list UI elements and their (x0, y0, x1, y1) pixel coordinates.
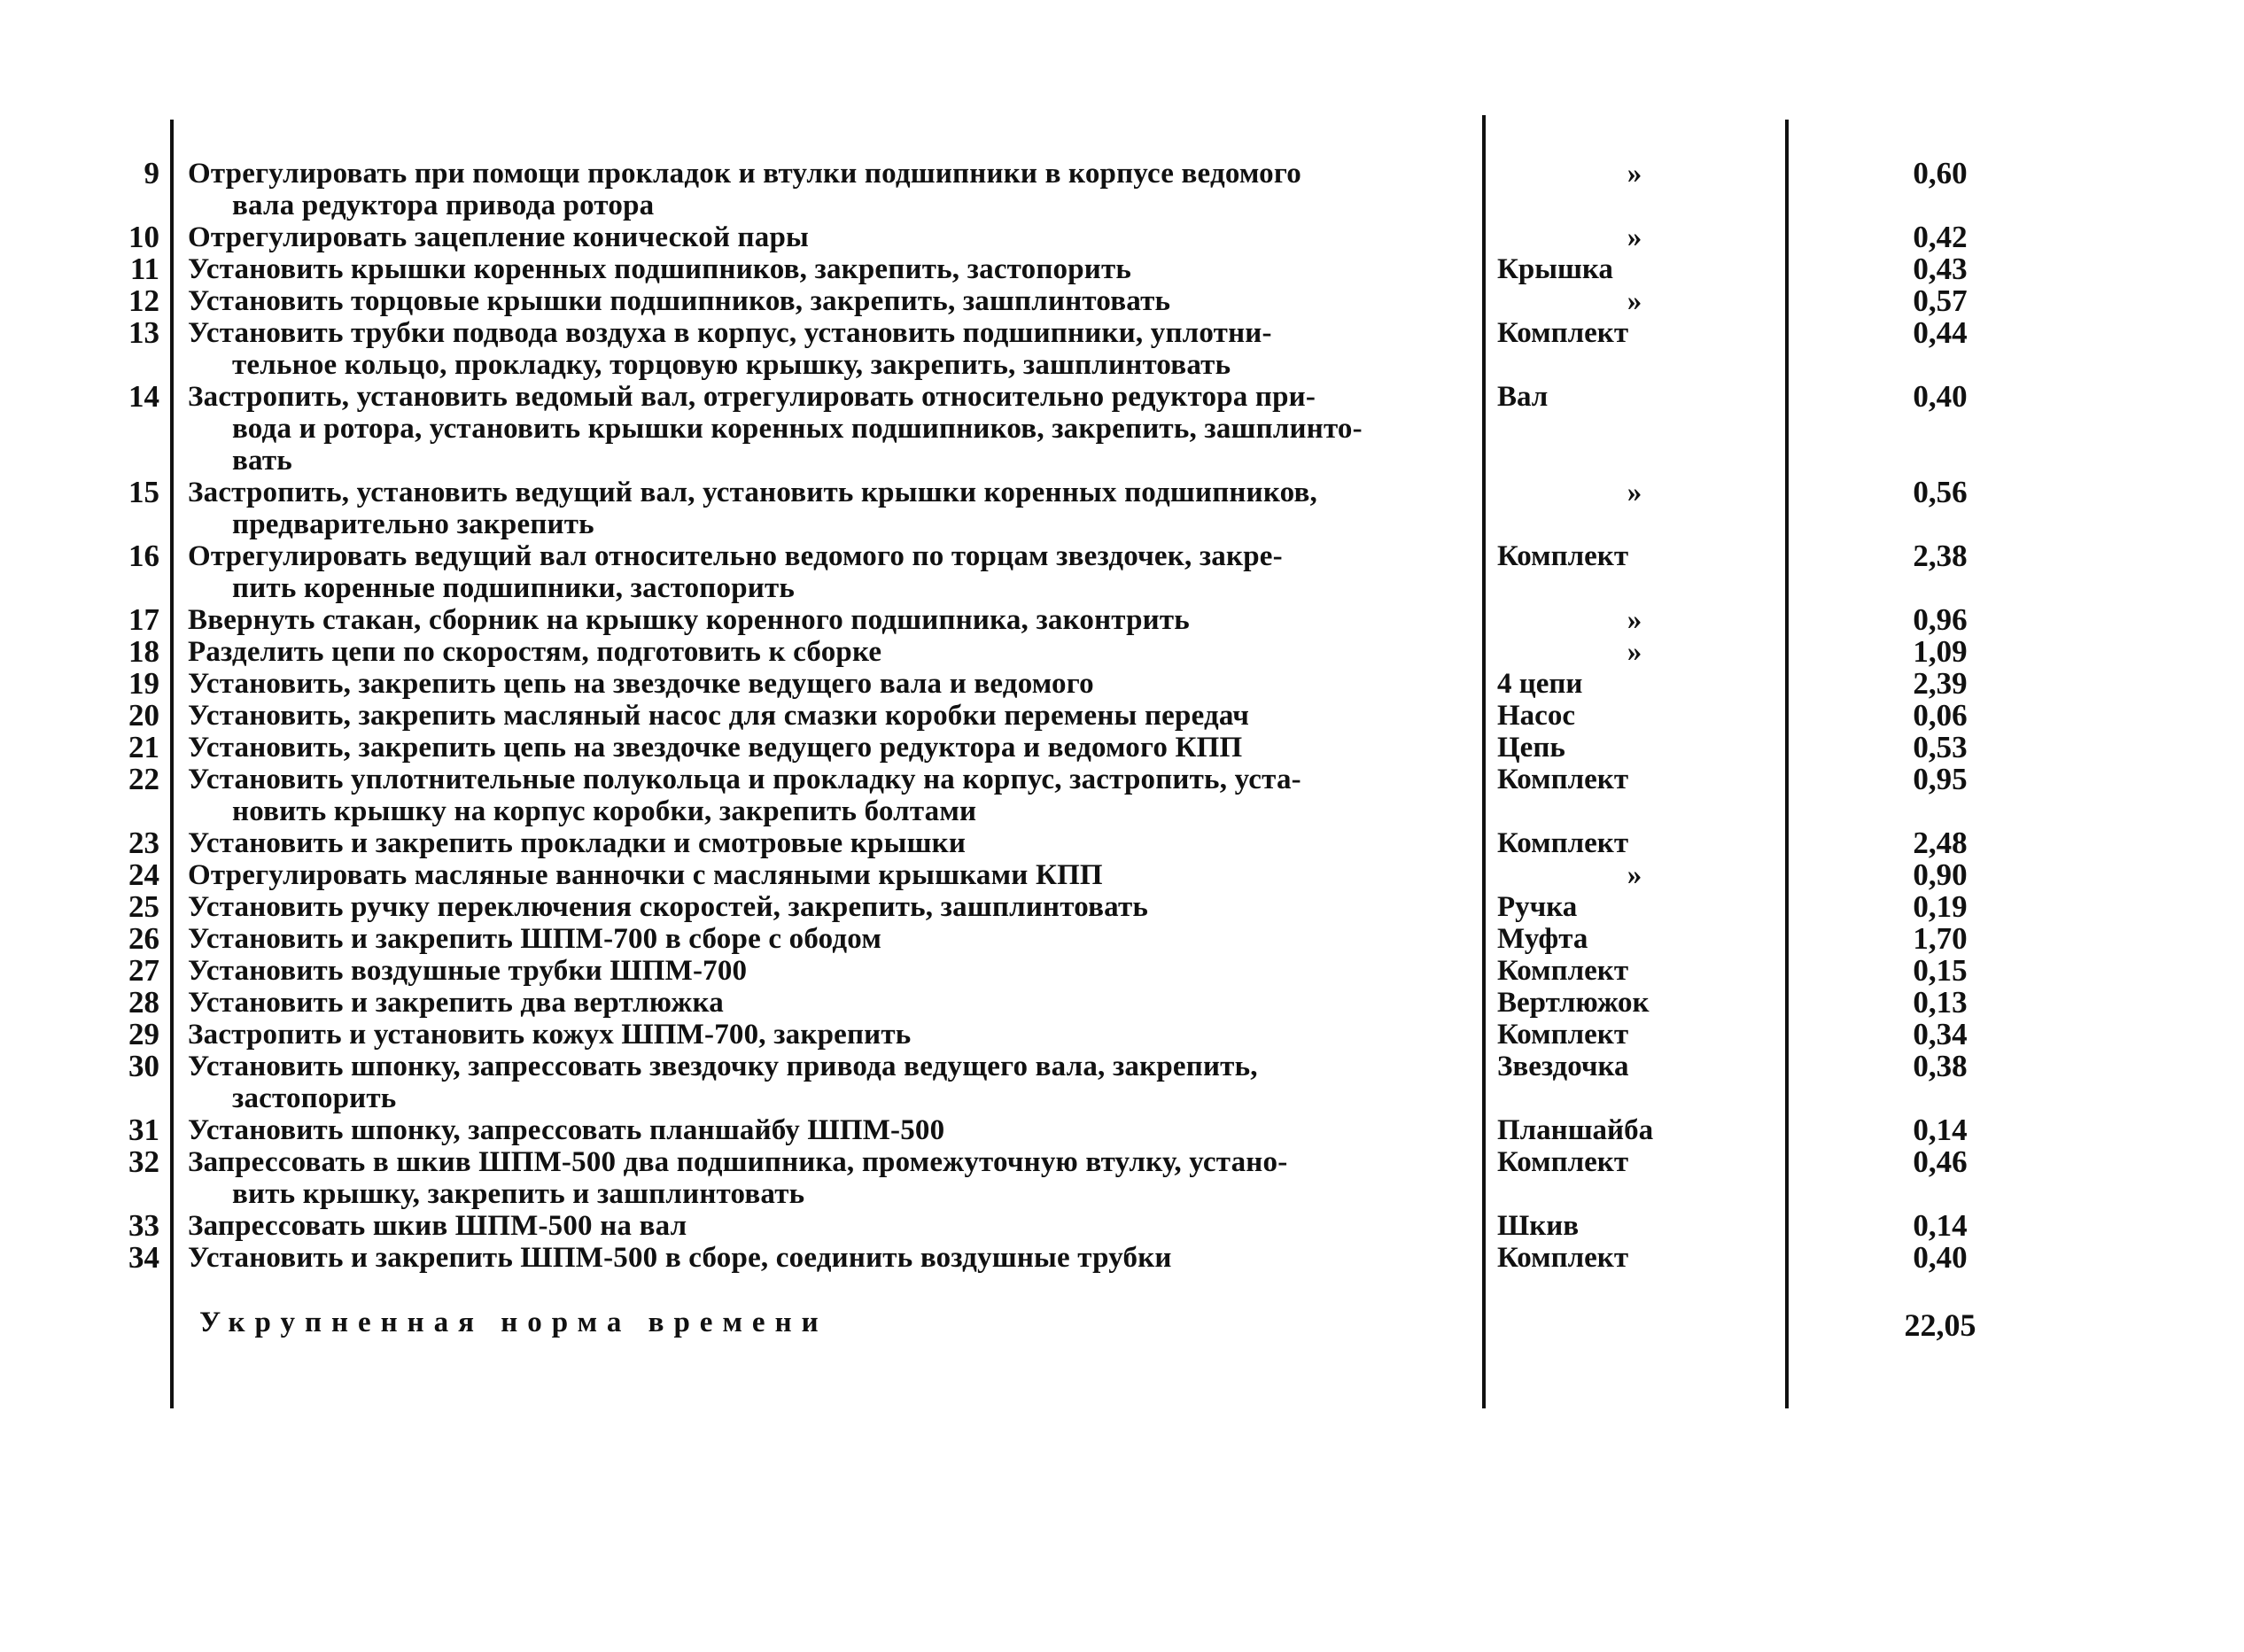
time-norm-value: 2,38 (1913, 539, 1968, 573)
operation-description (188, 540, 1472, 604)
unit-of-measure: Комплект (1497, 827, 1629, 859)
operation-description (188, 859, 1472, 891)
time-norm-value: 0,40 (1913, 379, 1968, 414)
operation-line: Установить ручку переключения скоростей, закрепить, зашплинтовать (188, 891, 1149, 923)
row-number: 13 (128, 315, 159, 350)
time-norm-value: 0,56 (1913, 475, 1968, 509)
time-norm-value: 0,46 (1913, 1144, 1968, 1179)
operation-description (188, 955, 1472, 987)
operation-line: Отрегулировать при помощи прокладок и втулки подшипники в корпусе ведомого (188, 158, 1301, 190)
operation-line: тельное кольцо, прокладку, торцовую крышку, закрепить, зашплинтовать (232, 349, 1231, 381)
operation-description (188, 1242, 1472, 1274)
time-norm-value: 0,42 (1913, 220, 1968, 254)
row-number: 33 (128, 1208, 159, 1243)
table-row (0, 891, 2244, 923)
operation-line: Запрессовать шкив ШПМ-500 на вал (188, 1210, 687, 1242)
table-row (0, 700, 2244, 732)
operation-line: Установить и закрепить ШПМ-500 в сборе, соединить воздушные трубки (188, 1242, 1172, 1274)
operation-description (188, 891, 1472, 923)
operation-description (188, 604, 1472, 636)
operation-description (188, 1019, 1472, 1051)
table-row (0, 221, 2244, 253)
operation-description (188, 1051, 1472, 1114)
time-norm-value: 0,19 (1913, 889, 1968, 924)
table-row (0, 764, 2244, 827)
operation-description (188, 285, 1472, 317)
operation-description (188, 636, 1472, 668)
table-row (0, 1019, 2244, 1051)
operation-line: Установить и закрепить два вертлюжка (188, 987, 724, 1019)
row-number: 28 (128, 985, 159, 1020)
table-row (0, 317, 2244, 381)
operation-line: Отрегулировать зацепление конической пары (188, 221, 809, 253)
operation-line: Ввернуть стакан, сборник на крышку коренного подшипника, законтрить (188, 604, 1190, 636)
operation-description (188, 732, 1472, 764)
operation-description (188, 827, 1472, 859)
operation-line: Отрегулировать ведущий вал относительно ведомого по торцам звездочек, закре- (188, 540, 1283, 572)
time-norm-value: 0,60 (1913, 156, 1968, 190)
operation-description (188, 221, 1472, 253)
row-number: 9 (144, 156, 159, 190)
row-number: 27 (128, 953, 159, 988)
operation-line: Застропить и установить кожух ШПМ-700, закрепить (188, 1019, 912, 1051)
row-number: 11 (129, 252, 159, 286)
time-norm-value: 0,44 (1913, 315, 1968, 350)
unit-of-measure: » (1627, 285, 1642, 317)
operations-table (0, 158, 2244, 1274)
unit-of-measure: Комплект (1497, 540, 1629, 572)
row-number: 19 (128, 666, 159, 701)
unit-of-measure: Насос (1497, 700, 1575, 732)
operation-line: Установить, закрепить цепь на звездочке ведущего редуктора и ведомого КПП (188, 732, 1243, 764)
table-row (0, 636, 2244, 668)
time-norm-value: 0,40 (1913, 1240, 1968, 1275)
table-row (0, 1146, 2244, 1210)
row-number: 15 (128, 475, 159, 509)
operation-description (188, 1146, 1472, 1210)
operation-line: Установить, закрепить цепь на звездочке ведущего вала и ведомого (188, 668, 1094, 700)
operation-description (188, 700, 1472, 732)
operation-description (188, 1114, 1472, 1146)
operation-line: Установить и закрепить прокладки и смотровые крышки (188, 827, 967, 859)
time-norm-value: 0,57 (1913, 283, 1968, 318)
operation-line: предварительно закрепить (232, 508, 594, 540)
table-row (0, 1242, 2244, 1274)
time-norm-value: 0,96 (1913, 602, 1968, 637)
time-norm-value: 2,39 (1913, 666, 1968, 701)
row-number: 14 (128, 379, 159, 414)
operation-line: Разделить цепи по скоростям, подготовить к сборке (188, 636, 882, 668)
time-norm-value: 0,06 (1913, 698, 1968, 733)
operation-description (188, 987, 1472, 1019)
time-norm-value: 0,13 (1913, 985, 1968, 1020)
table-row (0, 1114, 2244, 1146)
row-number: 30 (128, 1049, 159, 1083)
unit-of-measure: Комплект (1497, 764, 1629, 795)
row-number: 10 (128, 220, 159, 254)
unit-of-measure: Комплект (1497, 955, 1629, 987)
unit-of-measure: Звездочка (1497, 1051, 1629, 1082)
unit-of-measure: » (1627, 604, 1642, 636)
row-number: 20 (128, 698, 159, 733)
unit-of-measure: 4 цепи (1497, 668, 1583, 700)
time-norm-value: 0,95 (1913, 762, 1968, 796)
total-label: Укрупненная норма времени (199, 1307, 828, 1338)
table-row (0, 827, 2244, 859)
operation-description (188, 381, 1472, 477)
table-row (0, 158, 2244, 221)
time-norm-value: 0,38 (1913, 1049, 1968, 1083)
operation-line: Застропить, установить ведомый вал, отрегулировать относительно редуктора при- (188, 381, 1316, 413)
operation-description (188, 317, 1472, 381)
unit-of-measure: Комплект (1497, 1242, 1629, 1274)
unit-of-measure: Крышка (1497, 253, 1613, 285)
row-number: 32 (128, 1144, 159, 1179)
operation-description (188, 1210, 1472, 1242)
time-norm-value: 1,70 (1913, 921, 1968, 956)
operation-line: застопорить (232, 1082, 397, 1114)
operation-line: Установить трубки подвода воздуха в корпус, установить подшипники, уплотни- (188, 317, 1272, 349)
operation-line: Установить торцовые крышки подшипников, закрепить, зашплинтовать (188, 285, 1171, 317)
row-number: 21 (128, 730, 159, 764)
unit-of-measure: Планшайба (1497, 1114, 1654, 1146)
row-number: 34 (128, 1240, 159, 1275)
operation-line: Установить воздушные трубки ШПМ-700 (188, 955, 748, 987)
table-row (0, 987, 2244, 1019)
unit-of-measure: Вертлюжок (1497, 987, 1650, 1019)
time-norm-value: 0,90 (1913, 857, 1968, 892)
row-number: 12 (128, 283, 159, 318)
operation-description (188, 477, 1472, 540)
total-row (0, 1307, 2244, 1351)
unit-of-measure: Цепь (1497, 732, 1565, 764)
operation-description (188, 668, 1472, 700)
table-row (0, 1210, 2244, 1242)
unit-of-measure: » (1627, 859, 1642, 891)
row-number: 24 (128, 857, 159, 892)
time-norm-value: 0,14 (1913, 1113, 1968, 1147)
row-number: 22 (128, 762, 159, 796)
operation-line: вала редуктора привода ротора (232, 190, 655, 221)
total-value: 22,05 (1904, 1307, 1976, 1343)
unit-of-measure: Вал (1497, 381, 1549, 413)
operation-line: Застропить, установить ведущий вал, установить крышки коренных подшипников, (188, 477, 1317, 508)
table-row (0, 285, 2244, 317)
unit-of-measure: » (1627, 158, 1642, 190)
operation-line: Установить и закрепить ШПМ-700 в сборе с ободом (188, 923, 882, 955)
time-norm-value: 0,14 (1913, 1208, 1968, 1243)
operation-line: вить крышку, закрепить и зашплинтовать (232, 1178, 805, 1210)
time-norm-value: 0,43 (1913, 252, 1968, 286)
table-row (0, 732, 2244, 764)
row-number: 23 (128, 826, 159, 860)
operation-line: пить коренные подшипники, застопорить (232, 572, 796, 604)
unit-of-measure: » (1627, 221, 1642, 253)
table-row (0, 859, 2244, 891)
time-norm-value: 2,48 (1913, 826, 1968, 860)
time-norm-value: 0,34 (1913, 1017, 1968, 1051)
unit-of-measure: Шкив (1497, 1210, 1580, 1242)
unit-of-measure: Муфта (1497, 923, 1588, 955)
unit-of-measure: Комплект (1497, 1146, 1629, 1178)
table-row (0, 1051, 2244, 1114)
operation-line: новить крышку на корпус коробки, закрепить болтами (232, 795, 977, 827)
row-number: 17 (128, 602, 159, 637)
row-number: 16 (128, 539, 159, 573)
row-number: 26 (128, 921, 159, 956)
row-number: 29 (128, 1017, 159, 1051)
time-norm-value: 0,15 (1913, 953, 1968, 988)
time-norm-value: 1,09 (1913, 634, 1968, 669)
unit-of-measure: Комплект (1497, 1019, 1629, 1051)
operation-description (188, 764, 1472, 827)
table-row (0, 955, 2244, 987)
row-number: 25 (128, 889, 159, 924)
operation-line: Установить, закрепить масляный насос для смазки коробки перемены передач (188, 700, 1250, 732)
unit-of-measure: Ручка (1497, 891, 1578, 923)
operation-line: Установить крышки коренных подшипников, закрепить, застопорить (188, 253, 1132, 285)
table-row (0, 540, 2244, 604)
table-row (0, 381, 2244, 477)
table-row (0, 253, 2244, 285)
unit-of-measure: » (1627, 477, 1642, 508)
row-number: 31 (128, 1113, 159, 1147)
table-row (0, 923, 2244, 955)
operation-description (188, 253, 1472, 285)
unit-of-measure: » (1627, 636, 1642, 668)
operation-line: Запрессовать в шкив ШПМ-500 два подшипника, промежуточную втулку, устано- (188, 1146, 1288, 1178)
table-row (0, 668, 2244, 700)
table-row (0, 477, 2244, 540)
row-number: 18 (128, 634, 159, 669)
operation-line: Установить уплотнительные полукольца и прокладку на корпус, застропить, уста- (188, 764, 1301, 795)
operation-description (188, 158, 1472, 221)
operation-line: Установить шпонку, запрессовать звездочку привода ведущего вала, закрепить, (188, 1051, 1258, 1082)
time-norm-value: 0,53 (1913, 730, 1968, 764)
unit-of-measure: Комплект (1497, 317, 1629, 349)
operation-description (188, 923, 1472, 955)
operation-line: вода и ротора, установить крышки коренных подшипников, закрепить, зашплинто- (232, 413, 1363, 445)
operation-line: вать (232, 445, 292, 477)
operation-line: Установить шпонку, запрессовать планшайбу ШПМ-500 (188, 1114, 945, 1146)
operation-line: Отрегулировать масляные ванночки с масляными крышками КПП (188, 859, 1103, 891)
table-row (0, 604, 2244, 636)
